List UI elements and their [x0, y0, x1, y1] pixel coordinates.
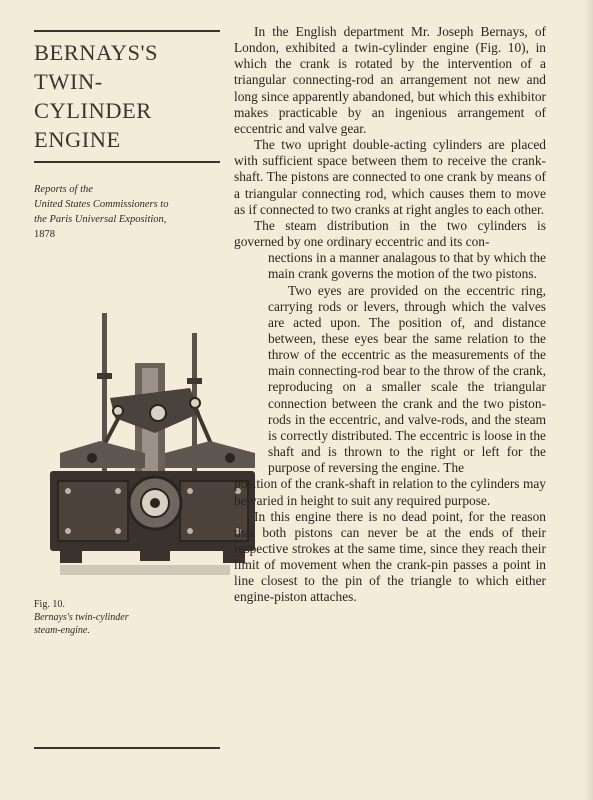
source-citation	[34, 182, 224, 242]
title-rule	[34, 161, 220, 163]
source-year: 1878	[34, 229, 55, 240]
title-line-3: CYLINDER	[34, 98, 152, 123]
bottom-rule	[34, 747, 220, 749]
figure-number: Fig. 10.	[34, 599, 65, 610]
caption-line-1: Bernays's twin-cylinder	[34, 612, 129, 623]
paragraph-4-continued: position of the crank-shaft in relation to the cylinders may be varied in height to suit any required purpose.	[234, 476, 546, 508]
paragraph-1: In the English department Mr. Joseph Bernays, of London, exhibited a twin-cylinder engine (Fig. 10), in which the crank is rotated by the intervention of a triangular connecting-rod an arrangement not new and long since apparently abandoned, but which this exhibitor makes practicable by an ingenious arrangement of eccentric and valve gear.	[234, 24, 546, 136]
page-edge-shadow	[583, 0, 593, 800]
article-body	[234, 24, 546, 606]
figure-caption	[34, 598, 224, 637]
paragraph-4: Two eyes are provided on the eccentric ring, carrying rods or levers, through which the valves are acted upon. The position of, and distance between, these eyes bear the same relation to the throw of the eccentric as the measurements of the main connecting-rod bear to the throw of the crank, reproducing on a smaller scale the triangular connection between the crank and the two piston-rods in the eccentric, and valve-rods, and the steam is correctly distributed. The eccentric is loose in the shaft and is thrown to the right or left for the purpose of reversing the engine. The	[268, 282, 546, 476]
source-line-2: United States Commissioners to	[34, 199, 169, 210]
paragraph-5: In this engine there is no dead point, for the reason that both pistons can never be at the ends of their respective strokes at the same time, since they reach their limit of movement when the crank-pin passes a point in line closest to the pin of the triangle to which either engine-piston attaches.	[234, 508, 546, 605]
top-rule	[34, 30, 220, 32]
paragraph-3-start: The steam distribution in the two cylinders is governed by one ordinary eccentric and its con-	[234, 217, 546, 250]
page-title	[34, 38, 224, 154]
title-line-4: ENGINE	[34, 127, 121, 152]
title-line-1: BERNAYS'S	[34, 40, 159, 65]
paragraph-3-continued: nections in a manner analagous to that by which the main crank governs the motion of the two pistons.	[268, 250, 546, 282]
title-line-2: TWIN-	[34, 69, 103, 94]
paragraph-2: The two upright double-acting cylinders are placed with sufficient space between them to receive the crank-shaft. The pistons are connected to one crank by means of a triangular connecting rod, which causes them to move as if connected to two cranks at right angles to each other.	[234, 137, 546, 217]
source-line-3: the Paris Universal Exposition,	[34, 214, 167, 225]
source-line-1: Reports of the	[34, 184, 93, 195]
engine-illustration	[40, 303, 260, 588]
caption-line-2: steam-engine.	[34, 625, 90, 636]
